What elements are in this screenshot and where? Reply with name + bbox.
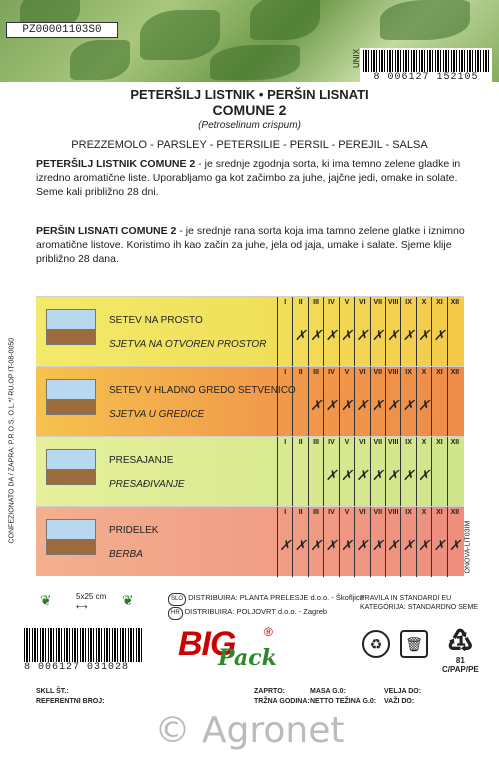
month-label: X xyxy=(421,369,427,376)
panel-label: SETEV NA PROSTO xyxy=(109,315,203,326)
month-mark: ✗ xyxy=(356,537,369,553)
month-cell xyxy=(308,367,323,437)
description-sl-text: - je srednje zgodnja sorta, ki ima temno zelene gladke in izredno aromatične liste. Uporabljamo ga kot začimbo za juhe, jajčne jedi, omake in solate. Seme kali približno 28 dni. xyxy=(36,158,461,198)
month-label: III xyxy=(313,509,319,516)
month-cell xyxy=(400,437,415,507)
month-label: VIII xyxy=(387,439,399,446)
month-cell xyxy=(354,367,369,437)
month-cell xyxy=(370,507,385,577)
registered-mark: ® xyxy=(264,625,273,639)
panel-label: PRIDELEK xyxy=(109,525,159,536)
month-cell xyxy=(308,297,323,367)
month-cell xyxy=(431,507,446,577)
green-dot-icon: ♻ xyxy=(362,630,390,658)
month-label: V xyxy=(344,439,350,446)
month-cell xyxy=(370,437,385,507)
month-label: VI xyxy=(359,439,366,446)
description-hr xyxy=(36,224,476,266)
month-mark: ✗ xyxy=(371,467,384,483)
side-text-right: ONOVA-LIT03IM xyxy=(464,520,472,574)
month-cell xyxy=(323,507,338,577)
legal-line2: KATEGORIJA: STANDARDNO SEME xyxy=(360,604,478,611)
month-label: II xyxy=(298,509,303,516)
month-label: XI xyxy=(436,439,443,446)
bigpack-logo xyxy=(178,625,288,669)
spacing-arrows: ⟷ xyxy=(76,602,88,611)
month-cell xyxy=(308,507,323,577)
month-label: I xyxy=(284,299,287,306)
panel-label-hr: BERBA xyxy=(109,549,143,560)
month-mark: ✗ xyxy=(310,537,322,553)
month-mark: ✗ xyxy=(402,537,415,553)
month-label: XII xyxy=(450,509,460,516)
panel-illustration xyxy=(46,519,96,555)
footer-masa: MASA G.0: xyxy=(310,688,346,695)
month-label: I xyxy=(284,369,287,376)
month-cell xyxy=(431,367,446,437)
month-cell xyxy=(400,507,415,577)
month-cell xyxy=(277,297,292,367)
product-title: PETERŠILJ LISTNIK • PERŠIN LISNATI xyxy=(130,87,369,102)
month-cell xyxy=(339,507,354,577)
barcode-bottom-number: 8 006127 031028 xyxy=(24,662,130,673)
spacing-value: 5x25 cm xyxy=(76,592,107,601)
calendar-panel xyxy=(36,366,464,436)
month-cell xyxy=(447,367,462,437)
month-cell xyxy=(277,507,292,577)
month-mark: ✗ xyxy=(387,537,400,553)
product-code: PZ00001103S0 xyxy=(6,22,118,38)
month-label: XII xyxy=(450,369,460,376)
month-label: II xyxy=(298,369,303,376)
month-label: X xyxy=(421,299,427,306)
month-label: V xyxy=(344,299,350,306)
spacing-info xyxy=(36,592,166,612)
language-names: PREZZEMOLO - PARSLEY - PETERSILIE - PERSIL - PEREJIL - SALSA xyxy=(71,139,428,151)
trash-bin-icon: 🗑 xyxy=(400,630,428,658)
month-cell xyxy=(277,367,292,437)
panel-illustration xyxy=(46,379,96,415)
calendar-panel xyxy=(36,436,464,506)
month-cell xyxy=(292,367,307,437)
month-mark: ✗ xyxy=(418,397,430,413)
month-mark: ✗ xyxy=(341,537,353,553)
month-cell xyxy=(277,437,292,507)
month-cell xyxy=(431,297,446,367)
distribution-hr: DISTRIBUIRA: POLJOVRT d.o.o. - Zagreb xyxy=(184,607,328,616)
barcode-top xyxy=(360,48,492,88)
month-cell xyxy=(370,297,385,367)
month-mark: ✗ xyxy=(341,467,353,483)
legal-info xyxy=(360,594,478,612)
plant-icon: ❦ xyxy=(40,592,52,608)
month-grid xyxy=(277,507,462,577)
month-label: IX xyxy=(405,439,412,446)
month-mark: ✗ xyxy=(418,467,430,483)
month-mark: ✗ xyxy=(310,397,322,413)
month-cell xyxy=(370,367,385,437)
month-cell xyxy=(339,437,354,507)
month-cell xyxy=(354,437,369,507)
month-cell xyxy=(416,437,431,507)
month-label: XI xyxy=(436,369,443,376)
footer-velja: VELJA DO: xyxy=(384,688,422,695)
month-cell xyxy=(447,297,462,367)
distribution-info xyxy=(168,592,364,620)
month-label: VIII xyxy=(387,509,399,516)
month-mark: ✗ xyxy=(418,327,430,343)
month-label: VI xyxy=(359,509,366,516)
calendar-panel xyxy=(36,296,464,366)
distribution-sl-tag: SLO xyxy=(168,593,186,606)
description-sl xyxy=(36,157,476,199)
month-label: VII xyxy=(373,369,383,376)
month-cell xyxy=(308,437,323,507)
month-cell xyxy=(385,437,400,507)
month-label: VII xyxy=(373,439,383,446)
month-label: VII xyxy=(373,299,383,306)
month-cell xyxy=(400,297,415,367)
month-cell xyxy=(339,367,354,437)
month-cell xyxy=(447,507,462,577)
panel-label-hr: SJETVA NA OTVOREN PROSTOR xyxy=(109,339,267,350)
month-cell xyxy=(323,367,338,437)
footer-skll: SKLL ŠT.: xyxy=(36,688,69,695)
distribution-hr-tag: HR xyxy=(168,607,183,620)
barcode-top-number: 8 006127 152105 xyxy=(373,72,479,83)
month-label: I xyxy=(284,509,287,516)
month-cell xyxy=(292,507,307,577)
recycle-label: C/PAP/PE xyxy=(442,665,479,674)
month-label: IX xyxy=(405,509,412,516)
month-label: II xyxy=(298,439,303,446)
month-label: XI xyxy=(436,299,443,306)
month-cell xyxy=(431,437,446,507)
footer-trzna: TRŽNA GODINA: xyxy=(254,698,310,705)
month-mark: ✗ xyxy=(371,397,384,413)
recycle-number: 81 xyxy=(455,656,465,665)
month-mark: ✗ xyxy=(325,467,338,483)
month-label: IX xyxy=(405,299,412,306)
description-hr-bold: PERŠIN LISNATI COMUNE 2 xyxy=(36,225,177,237)
month-cell xyxy=(323,437,338,507)
month-mark: ✗ xyxy=(294,327,307,343)
month-label: X xyxy=(421,439,427,446)
month-cell xyxy=(416,297,431,367)
recycle-icon: ♳ 81 C/PAP/PE xyxy=(442,625,479,674)
month-cell xyxy=(385,297,400,367)
month-mark: ✗ xyxy=(402,397,415,413)
month-mark: ✗ xyxy=(433,327,446,343)
month-mark: ✗ xyxy=(356,467,369,483)
month-grid xyxy=(277,437,462,507)
unix-label: UNIX xyxy=(352,48,361,68)
plant-icon: ❦ xyxy=(122,592,134,608)
month-label: VI xyxy=(359,369,366,376)
month-mark: ✗ xyxy=(325,397,338,413)
watermark: © Agronet xyxy=(154,710,345,751)
month-cell xyxy=(292,437,307,507)
month-label: I xyxy=(284,439,287,446)
month-cell xyxy=(400,367,415,437)
month-label: XII xyxy=(450,299,460,306)
variety-title: COMUNE 2 xyxy=(212,102,287,118)
month-cell xyxy=(416,507,431,577)
month-cell xyxy=(447,437,462,507)
month-label: XII xyxy=(450,439,460,446)
month-cell xyxy=(354,507,369,577)
month-label: III xyxy=(313,369,319,376)
footer-vazi: VAŽI DO: xyxy=(384,698,415,705)
month-mark: ✗ xyxy=(356,327,369,343)
month-grid xyxy=(277,367,462,437)
month-label: III xyxy=(313,299,319,306)
month-label: III xyxy=(313,439,319,446)
month-mark: ✗ xyxy=(325,537,338,553)
month-label: XI xyxy=(436,509,443,516)
month-mark: ✗ xyxy=(341,327,353,343)
panel-label: SETEV V HLADNO GREDO SETVENICO xyxy=(109,385,296,396)
month-cell xyxy=(416,367,431,437)
month-mark: ✗ xyxy=(294,537,307,553)
month-label: VI xyxy=(359,299,366,306)
panel-label: PRESAJANJE xyxy=(109,455,174,466)
month-label: IX xyxy=(405,369,412,376)
month-cell xyxy=(385,507,400,577)
footer-ref: REFERENTNI BROJ: xyxy=(36,698,105,705)
description-hr-text: - je srednje rana sorta koja ima tamno zelene glatke i iznimno aromatične listove. Koristimo ih kao začin za juhe, jela od jaja, umake i salate. Sjeme klije približno 28 dana. xyxy=(36,225,465,265)
month-mark: ✗ xyxy=(387,327,400,343)
distribution-sl: DISTRIBUIRA: PLANTA PRELESJE d.o.o. - Škofljica xyxy=(188,593,364,602)
panel-label-hr: SJETVA U GREDICE xyxy=(109,409,205,420)
month-mark: ✗ xyxy=(325,327,338,343)
month-cell xyxy=(339,297,354,367)
month-mark: ✗ xyxy=(279,537,292,553)
month-mark: ✗ xyxy=(341,397,353,413)
month-label: IV xyxy=(328,509,335,516)
month-label: VII xyxy=(373,509,383,516)
footer-zaprto: ZAPRTO: xyxy=(254,688,285,695)
barcode-bottom xyxy=(24,628,144,674)
month-label: VIII xyxy=(387,369,399,376)
month-mark: ✗ xyxy=(448,537,461,553)
panel-label-hr: PRESAĐIVANJE xyxy=(109,479,185,490)
month-mark: ✗ xyxy=(356,397,369,413)
latin-name: (Petroselinum crispum) xyxy=(198,120,301,131)
month-label: V xyxy=(344,509,350,516)
month-label: II xyxy=(298,299,303,306)
month-label: VIII xyxy=(387,299,399,306)
month-mark: ✗ xyxy=(387,397,400,413)
description-sl-bold: PETERŠILJ LISTNIK COMUNE 2 xyxy=(36,158,196,170)
month-mark: ✗ xyxy=(310,327,322,343)
calendar-panel xyxy=(36,506,464,576)
month-label: V xyxy=(344,369,350,376)
month-cell xyxy=(385,367,400,437)
month-cell xyxy=(354,297,369,367)
logo-pack-text: Pack xyxy=(218,645,277,671)
month-mark: ✗ xyxy=(387,467,400,483)
logo-big-text: BIG xyxy=(178,625,236,663)
month-label: IV xyxy=(328,299,335,306)
month-mark: ✗ xyxy=(402,467,415,483)
month-label: IV xyxy=(328,369,335,376)
month-cell xyxy=(323,297,338,367)
month-mark: ✗ xyxy=(418,537,430,553)
panel-illustration xyxy=(46,309,96,345)
panel-illustration xyxy=(46,449,96,485)
month-mark: ✗ xyxy=(402,327,415,343)
month-label: IV xyxy=(328,439,335,446)
month-mark: ✗ xyxy=(371,327,384,343)
month-grid xyxy=(277,297,462,367)
footer-neto: NETTO TEŽINA G.0: xyxy=(310,698,377,705)
month-cell xyxy=(292,297,307,367)
month-mark: ✗ xyxy=(371,537,384,553)
legal-line1: PRAVILA IN STANDARDI EU xyxy=(360,595,452,602)
side-text-left: CONFEZIONATO DA / ZAPRA: P.R.O.S. O.L.*/ RU.OP IT-08-0050 xyxy=(8,337,16,544)
month-label: X xyxy=(421,509,427,516)
month-mark: ✗ xyxy=(433,537,446,553)
